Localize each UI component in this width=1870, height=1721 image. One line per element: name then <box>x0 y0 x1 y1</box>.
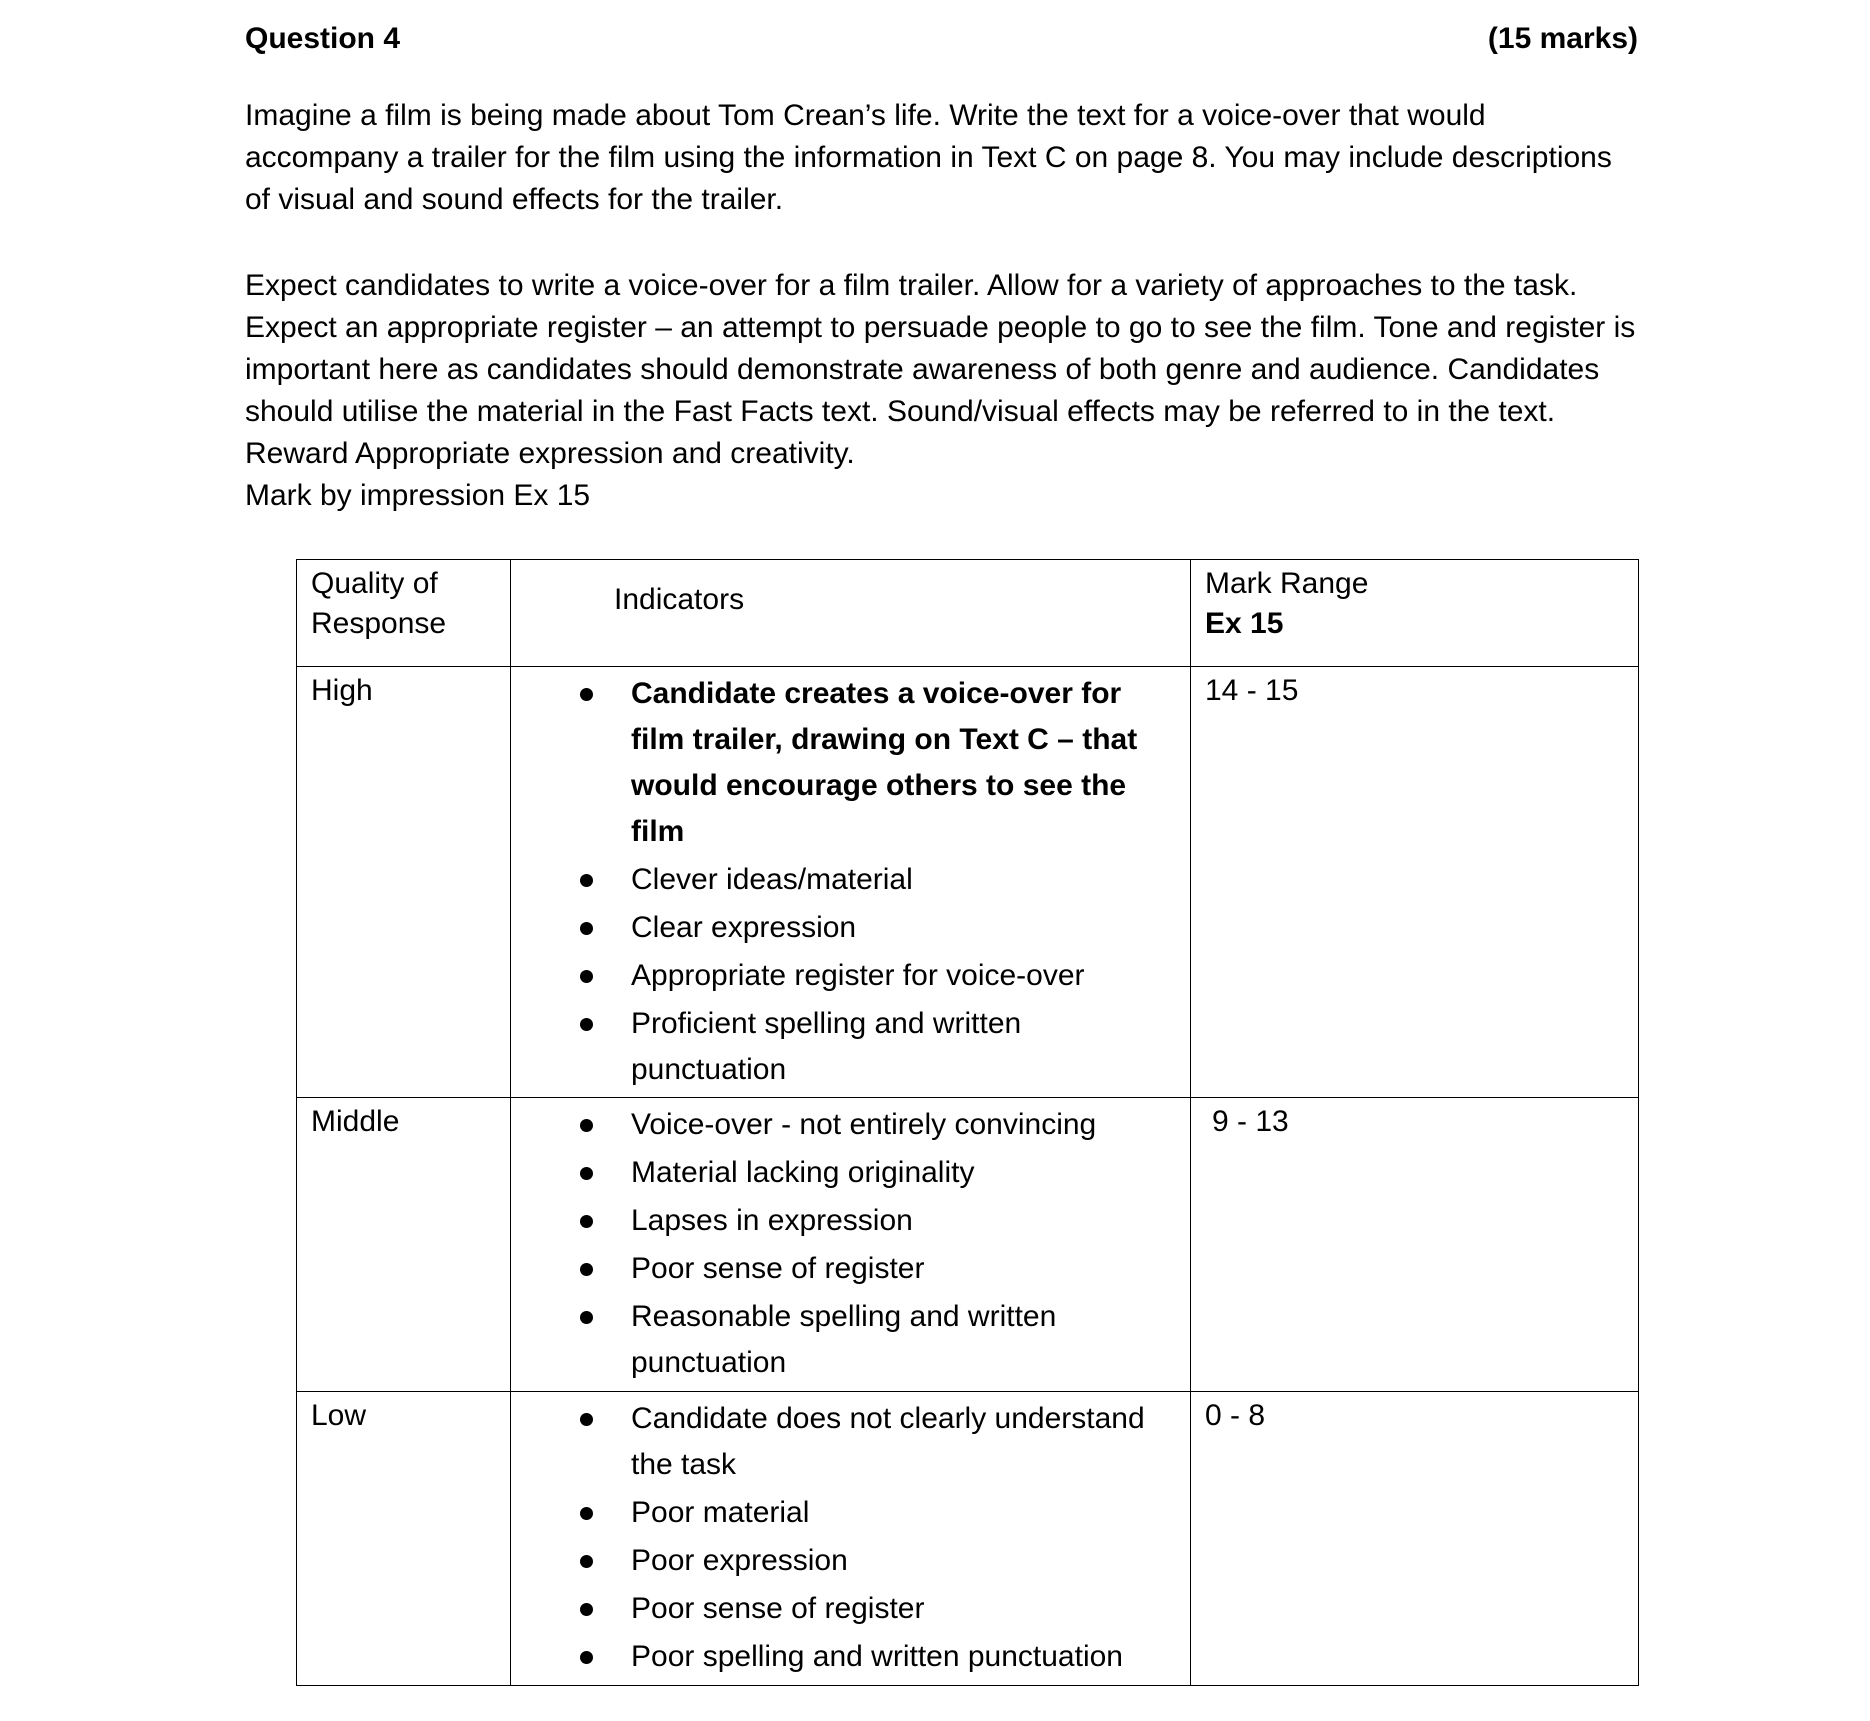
table-row-low <box>297 1392 1639 1686</box>
mark-range: 14 - 15 <box>1191 667 1639 1098</box>
indicator-item: Poor spelling and written punctuation <box>511 1634 1190 1680</box>
table-row-middle <box>297 1098 1639 1392</box>
indicator-item: Poor expression <box>511 1538 1190 1584</box>
mark-range: 9 - 13 <box>1191 1098 1639 1392</box>
rubric-table <box>296 559 1639 1686</box>
indicator-list <box>511 667 1190 1093</box>
header-mark-range-label: Mark Range <box>1205 567 1369 600</box>
mark-instruction: Mark by impression Ex 15 <box>245 479 591 512</box>
header-mark-range-max: Ex 15 <box>1205 607 1284 640</box>
header-mark-range <box>1191 560 1639 667</box>
indicator-item: Candidate does not clearly understand the task <box>511 1396 1190 1488</box>
indicator-item: Lapses in expression <box>511 1198 1190 1244</box>
indicators-cell <box>511 1098 1191 1392</box>
indicator-item: Material lacking originality <box>511 1150 1190 1196</box>
indicator-item: Candidate creates a voice-over for film trailer, drawing on Text C – that would encourage others to see the film <box>511 671 1190 855</box>
indicator-item: Reasonable spelling and written punctuation <box>511 1294 1190 1386</box>
table-row-high <box>297 667 1639 1098</box>
indicator-item: Appropriate register for voice-over <box>511 953 1190 999</box>
question-number: Question 4 <box>245 22 401 55</box>
indicator-item: Poor sense of register <box>511 1246 1190 1292</box>
question-text: Imagine a film is being made about Tom Crean’s life. Write the text for a voice-over that would accompany a trailer for the film using the information in Text C on page 8. You may include descriptions of visual and sound effects for the trailer. <box>245 99 1612 216</box>
indicator-item: Poor material <box>511 1490 1190 1536</box>
level-label: Low <box>297 1392 511 1686</box>
guidance-text: Expect candidates to write a voice-over for a film trailer. Allow for a variety of approaches to the task. Expect an appropriate register – an attempt to persuade people to go to see the film. Tone and register is important here as candidates should demonstrate awareness of both genre and audience. Candidates should utilise the material in the Fast Facts text. Sound/visual effects may be referred to in the text. Reward Appropriate expression and creativity. <box>245 269 1636 470</box>
indicator-item: Proficient spelling and written punctuation <box>511 1001 1190 1093</box>
indicators-cell <box>511 1392 1191 1686</box>
level-label: High <box>297 667 511 1098</box>
header-indicators: Indicators <box>511 560 1191 667</box>
indicator-item: Voice-over - not entirely convincing <box>511 1102 1190 1148</box>
indicator-item: Clear expression <box>511 905 1190 951</box>
question-marks: (15 marks) <box>1487 22 1638 55</box>
indicator-list <box>511 1392 1190 1680</box>
indicator-list <box>511 1098 1190 1386</box>
header-quality: Quality of Response <box>297 560 511 667</box>
table-header-row <box>297 560 1639 667</box>
question-header <box>245 18 1638 60</box>
mark-range: 0 - 8 <box>1191 1392 1639 1686</box>
level-label: Middle <box>297 1098 511 1392</box>
indicator-item: Clever ideas/material <box>511 857 1190 903</box>
indicator-item: Poor sense of register <box>511 1586 1190 1632</box>
indicators-cell <box>511 667 1191 1098</box>
